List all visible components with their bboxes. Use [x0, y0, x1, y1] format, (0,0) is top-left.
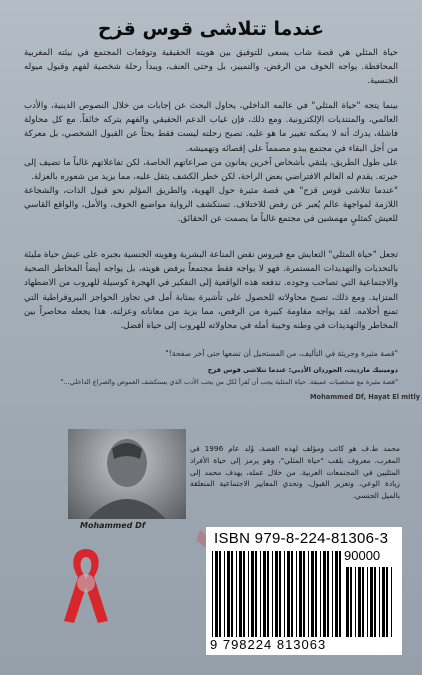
quote-author: Mohammed Df, Hayat El mitly [310, 393, 421, 401]
barcode-bar [386, 567, 388, 637]
barcode-bar [311, 551, 314, 637]
barcode-bar [296, 551, 297, 637]
main-barcode [212, 551, 342, 637]
barcode-bar [287, 551, 290, 637]
ean-number: 9 798224 813063 [210, 637, 327, 652]
isbn-number: ISBN 979-8-224-81306-3 [214, 530, 389, 547]
barcode-bar [279, 551, 281, 637]
barcode-bar [267, 551, 269, 637]
price-code: 90000 [344, 548, 381, 563]
barcode-bar [272, 551, 273, 637]
barcode-bar [320, 551, 321, 637]
author-silhouette-icon [68, 429, 186, 519]
barcode-bar [291, 551, 293, 637]
barcode-bar [323, 551, 326, 637]
barcode-bar [236, 551, 237, 637]
author-bio: محمد ط.ف هو كاتب ومؤلف لهذه القصة، وُلد عام 1996 في المغرب. معروف بلقب "حياة المثلي"، وهو يرمز إلى حياة الأفراد المثليين في المجتمعات العربية. من خلال عمله، يهدف محمد إلى زيادة الوعي، وتعزيز القبول، وتحدي المعايير الاجتماعية المتعلقة بالميل الجنسي. [190, 444, 400, 501]
barcode-bar [335, 551, 338, 637]
barcode-bar [355, 567, 356, 637]
barcode-bar [391, 567, 392, 637]
barcode-bar [303, 551, 305, 637]
review-quote: "قصة مثيرة وجريئة في التأليف، من المستحيل أن تضعها حتى آخر صفحة!" [165, 349, 398, 358]
synopsis-paragraph: "عندما تتلاشى قوس قزح" هي قصة مثيرة حول الهوية، والطريق المؤلم نحو قبول الذات، والشجاعة اللازمة لمواجهة عالم يُعبر عن رفض للاختلاف. تستكشف الرواية مواضيع الخوف، والأمل، والواقع القاسي للعيش كمثليٍ مهمشين في مجتمع غالباً ما يصمت عن الحقائق. [24, 186, 398, 225]
isbn-barcode [206, 527, 402, 655]
barcode-bar [339, 551, 341, 637]
red-ribbon-icon [60, 545, 112, 625]
barcode-bar [362, 567, 364, 637]
barcode-bar [243, 551, 245, 637]
barcode-bar [327, 551, 329, 637]
barcode-bar [374, 567, 376, 637]
barcode-bar [215, 551, 218, 637]
barcode-bar [379, 567, 380, 637]
barcode-bar [332, 551, 333, 637]
barcode-bar [219, 551, 221, 637]
synopsis-paragraph: بينما يتجه "حياة المثلي" في عالمه الداخلي، يحاول البحث عن إجابات من خلال النصوص الدينية، والأدب العالمي، والمنتديات الإلكترونية. ومع ذلك، فإن غياب الدعم الحقيقي والفهم يتركه خائفاً. مع كل محاولة فاشلة، يدرك أنه لا يمكنه تغيير ما هو عليه. تصبح رحلته ليست فقط بحثاً عن القبول الشخصي، بل معركة من أجل البقاء في مجتمع يبدو مصمماً على إقصائه وتهميشه. [24, 101, 398, 154]
synopsis-paragraph: على طول الطريق، يلتقي بأشخاص آخرين يعانون من صراعاتهم الخاصة، لكن تفاعلاتهم غالباً ما تضيف إلى حيرته. يقدم له العالم الافتراضي بعض الراحة، لكن خطر الكشف يثقل عليه، مما يزيد من شعوره بالعزلة. [24, 158, 398, 183]
barcode-bar [212, 551, 213, 637]
book-title: عندما تتلاشى قوس قزح [97, 18, 325, 40]
barcode-bar [367, 567, 368, 637]
barcode-bar [239, 551, 242, 637]
barcode-bar [284, 551, 285, 637]
barcode-bar [358, 567, 361, 637]
barcode-bar [260, 551, 261, 637]
barcode-bar [299, 551, 302, 637]
barcode-bar [248, 551, 249, 637]
barcode-bar [382, 567, 385, 637]
barcode-bar [308, 551, 309, 637]
barcode-bar [251, 551, 254, 637]
barcode-bar [275, 551, 278, 637]
barcode-bar [315, 551, 317, 637]
addon-barcode [346, 567, 396, 637]
author-caption: Mohammed Df [80, 521, 146, 530]
credits-line: دومينيك مارديت، الجوردان الأدبي: عندما تتلاشى قوس قزح [207, 366, 398, 374]
barcode-bar [224, 551, 225, 637]
barcode-bar [346, 567, 349, 637]
credits-quote: "قصة مثيرة مع شخصيات عميقة. حياة المثلية يجب أن تُقرأ لكل من يحب الأدب الذي يستكشف الغموض والصراع الداخلي..." [60, 378, 398, 386]
synopsis-paragraph: تجعل "حياة المثلي" التعايش مع فيروس نقص المناعة البشرية وهويته الجنسية بجبره على عيش حياة مليئة بالتحديات والتهديدات المستمرة. فهو لا يواجه فقط مجتمعاً يرفض هويته، بل يواجه أيضاً المخاطر الصحية والاجتماعية التي تصاحب وجوده. تدفعه هذه الواقعية إلى التفكير في الهجرة كوسيلة للهروب من الاضطهاد المتزايد. ومع ذلك، تصبح محاولاته للحصول على تأشيرة بمثابة أمل في تجاوز الحواجز البيروقراطية التي تمنع أحلامه. لقد يواجه مقاومة كبيرة من الرفض، مما يزيد من معاناته وعزلته. هذا يجعله محاصراً بين المخاطر والتهديدات في وطنه وخيبة أمله في محاولاته للهروب إلى حياة أفضل. [24, 250, 398, 332]
barcode-bar [370, 567, 373, 637]
barcode-bar [263, 551, 266, 637]
barcode-bar [350, 567, 352, 637]
author-photo [68, 429, 186, 519]
barcode-bar [255, 551, 257, 637]
synopsis-paragraph: حياة المثلي هي قصة شاب يسعى للتوفيق بين هويته الحقيقية وتوقعات المجتمع في بيئته المغربية المحافظة. يواجه الخوف من الرفض، والتمييز، بل وحتى العنف، ويبدأ رحلة شخصية لفهم وقبول ميوله الجنسية. [24, 48, 398, 87]
barcode-bar [227, 551, 230, 637]
barcode-bar [231, 551, 233, 637]
